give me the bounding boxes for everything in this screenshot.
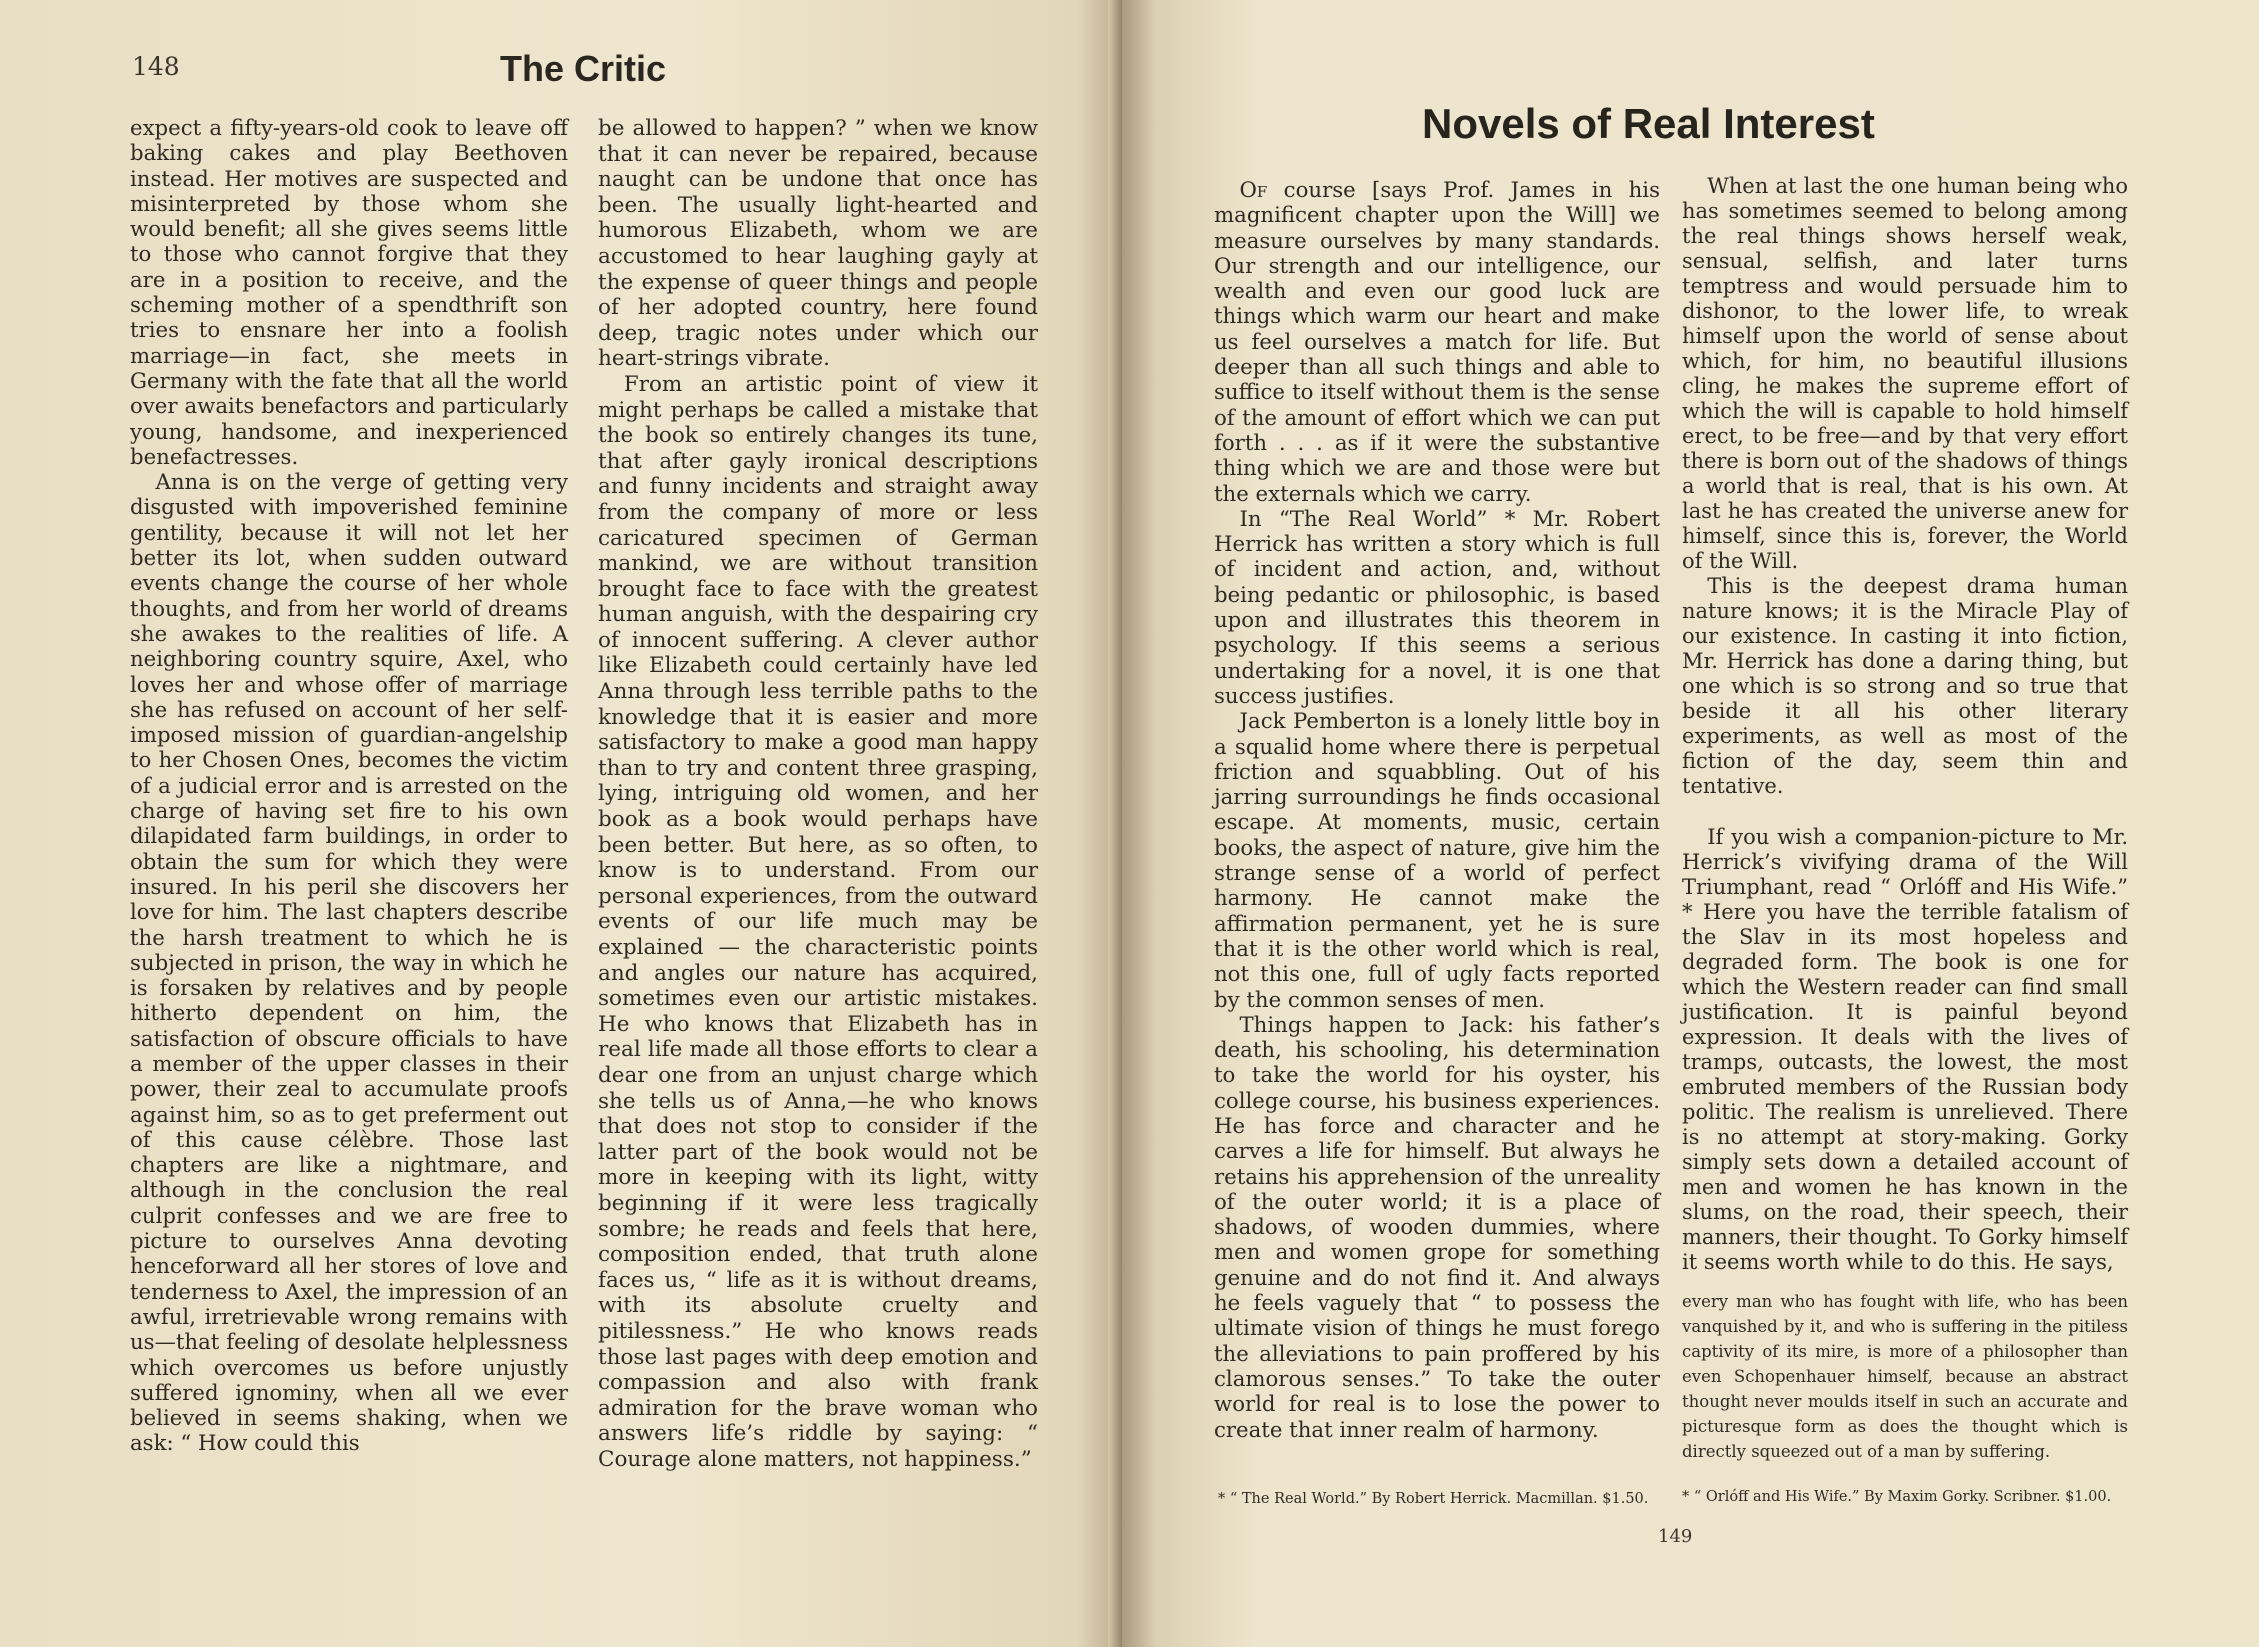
paragraph: This is the deepest drama human nature knows; it is the Miracle Play of our existence. In casting it into fiction, Mr. Herrick has done a daring thing, but one which is so strong and so true that beside it all his other literary experiments, as well as most of the fiction of the day, seem thin and tentative. (1682, 574, 2128, 798)
right-column-2 (1682, 174, 2128, 1464)
left-page-number: 148 (132, 52, 180, 81)
opening-small-caps: Of (1239, 178, 1268, 203)
running-head: The Critic (500, 48, 667, 89)
paragraph: In “The Real World” * Mr. Robert Herrick has written a story which is full of incident and action, and, without being pedantic or philosophic, is based upon and illustrates this theorem in psychology. If this seems a serious undertaking for a novel, it is one that success justifies. (1214, 506, 1660, 709)
paragraph: If you wish a companion-picture to Mr. Herrick’s vivifying drama of the Will Triumphant, read “ Orlóff and His Wife.” * Here you have the terrible fatalism of the Slav in its most hopeless and degraded form. The book is one for which the Western reader can find small justification. It is painful beyond expression. It deals with the lives of tramps, outcasts, the lowest, the most embruted members of the Russian body politic. The realism is unrelieved. There is no attempt at story-making. Gorky simply sets down a detailed account of men and women he has known in the slums, on the road, their speech, their manners, their thought. To Gorky himself it seems worth while to do this. He says, (1682, 825, 2128, 1274)
paragraph: be allowed to happen? ” when we know that it can never be repaired, because naught can be undone that once has been. The usually light-hearted and humorous Elizabeth, whom we are accustomed to hear laughing gayly at the expense of queer things and people of her adopted country, here found deep, tragic notes under which our heart-strings vibrate. (598, 116, 1038, 372)
paragraph-text: course [says Prof. James in his magnificent chapter upon the Will] we measure ourselves by many standards. Our strength and our intelligence, our wealth and even our good luck are things which warm our heart and make us feel ourselves a match for life. But deeper than all such things and able to suffice to itself without them is the sense of the amount of effort which we can put forth . . . as if it were the substantive thing which we are and those were but the externals which we carry. (1214, 178, 1660, 507)
block-quote: every man who has fought with life, who has been vanquished by it, and who is suffering in the pitiless captivity of its mire, is more of a philosopher than even Schopenhauer himself, because an abstract thought never moulds itself in such an accurate and picturesque form as does the thought which is directly squeezed out of a man by suffering. (1682, 1292, 2128, 1461)
article-headline: Novels of Real Interest (1422, 100, 1875, 147)
paragraph: Jack Pemberton is a lonely little boy in a squalid home where there is perpetual friction and squabbling. Out of his jarring surroundings he finds occasional escape. At moments, music, certain books, the aspect of nature, give him the strange sense of a world of perfect harmony. He cannot make the affirmation permanent, yet he is sure that it is the other world which is real, not this one, full of ugly facts reported by the common senses of men. (1214, 709, 1660, 1013)
footnote-real-world: * “ The Real World.” By Robert Herrick. Macmillan. $1.50. (1218, 1491, 1649, 1507)
left-column-1 (130, 116, 568, 1457)
paragraph: When at last the one human being who has sometimes seemed to belong among the real things shows herself weak, sensual, selfish, and later turns temptress and would persuade him to dishonor, to the lower life, to wreak himself upon the world of sense about which, for him, no beautiful illusions cling, he makes the supreme effort of which the will is capable to hold himself erect, to be free—and by that very effort there is born out of the shadows of things a world that is real, that is his own. At last he has created the universe anew for himself, since this is, forever, the World of the Will. (1682, 174, 2128, 573)
paragraph (1214, 178, 1660, 507)
right-page (1122, 0, 2259, 1647)
paragraph: expect a fifty-years-old cook to leave off baking cakes and play Beethoven instead. Her motives are suspected and misinterpreted by those whom she would benefit; all she gives seems little to those who cannot forgive that they are in a position to receive, and the scheming mother of a spendthrift son tries to ensnare her into a foolish marriage—in fact, she meets in Germany with the fate that all the world over awaits benefactors and particularly young, handsome, and inexperienced benefactresses. (130, 116, 568, 470)
right-column-1 (1214, 178, 1660, 1443)
paragraph: From an artistic point of view it might perhaps be called a mistake that the book so entirely changes its tune, that after gayly ironical descriptions and funny incidents and straight away from the company of more or less caricatured specimen of German mankind, we are without transition brought face to face with the greatest human anguish, with the despairing cry of innocent suffering. A clever author like Elizabeth could certainly have led Anna through less terrible paths to the knowledge that it is easier and more satisfactory to make a good man happy than to try and content three grasping, lying, intriguing old women, and her book as a book would perhaps have been better. But here, as so often, to know is to understand. From our personal experiences, from the outward events of our life much may be explained — the characteristic points and angles our nature has acquired, sometimes even our artistic mistakes. He who knows that Elizabeth has in real life made all those efforts to clear a dear one from an unjust charge which she tells us of Anna,—he who knows that does not stop to consider if the latter part of the book would not be more in keeping with its light, witty beginning if it were less tragically sombre; he reads and feels that here, composition ended, that truth alone faces us, “ life as it is without dreams, with its absolute cruelty and pitilessness.” He who knows reads those last pages with deep emotion and compassion and also with frank admiration for the brave woman who answers life’s riddle by saying: “ Courage alone matters, not happiness.” (598, 371, 1038, 1472)
paragraph: Anna is on the verge of getting very disgusted with impoverished feminine gentility, because it will not let her better its lot, when sudden outward events change the course of her whole thoughts, and from her world of dreams she awakes to the realities of life. A neighboring country squire, Axel, who loves her and whose offer of marriage she has refused on account of her self-imposed mission of guardian-angelship to her Chosen Ones, becomes the victim of a judicial error and is arrested on the charge of having set fire to his own dilapidated farm buildings, in order to obtain the sum for which they were insured. In his peril she discovers her love for him. The last chapters describe the harsh treatment to which he is subjected in prison, the way in which he is forsaken by relatives and by people hitherto dependent on him, the satisfaction of obscure officials to have a member of the upper classes in their power, their zeal to accumulate proofs against him, so as to get preferment out of this cause célèbre. Those last chapters are like a nightmare, and although in the conclusion the real culprit confesses and we are free to picture to ourselves Anna devoting henceforward all her stores of love and tenderness to Axel, the impression of an awful, irretrievable wrong remains with us—that feeling of desolate helplessness which overcomes us before unjustly suffered ignominy, when all we ever believed in seems shaking, when we ask: “ How could this (130, 470, 568, 1457)
right-page-number: 149 (1658, 1526, 1693, 1547)
paragraph: Things happen to Jack: his father’s death, his schooling, his determination to take the world for his oyster, his college course, his business experiences. He has force and character and he carves a life for himself. But always he retains his apprehension of the unreality of the outer world; it is a place of shadows, of wooden dummies, where men and women grope for something genuine and do not find it. And always he feels vaguely that “ to possess the ultimate vision of things he must forego the alleviations to pain proffered by his clamorous senses.” To take the outer world for real is to lose the power to create that inner realm of harmony. (1214, 1012, 1660, 1443)
footnote-orloff: * “ Orlóff and His Wife.” By Maxim Gorky. Scribner. $1.00. (1682, 1489, 2112, 1505)
left-column-2 (598, 116, 1038, 1472)
left-page (0, 0, 1122, 1647)
